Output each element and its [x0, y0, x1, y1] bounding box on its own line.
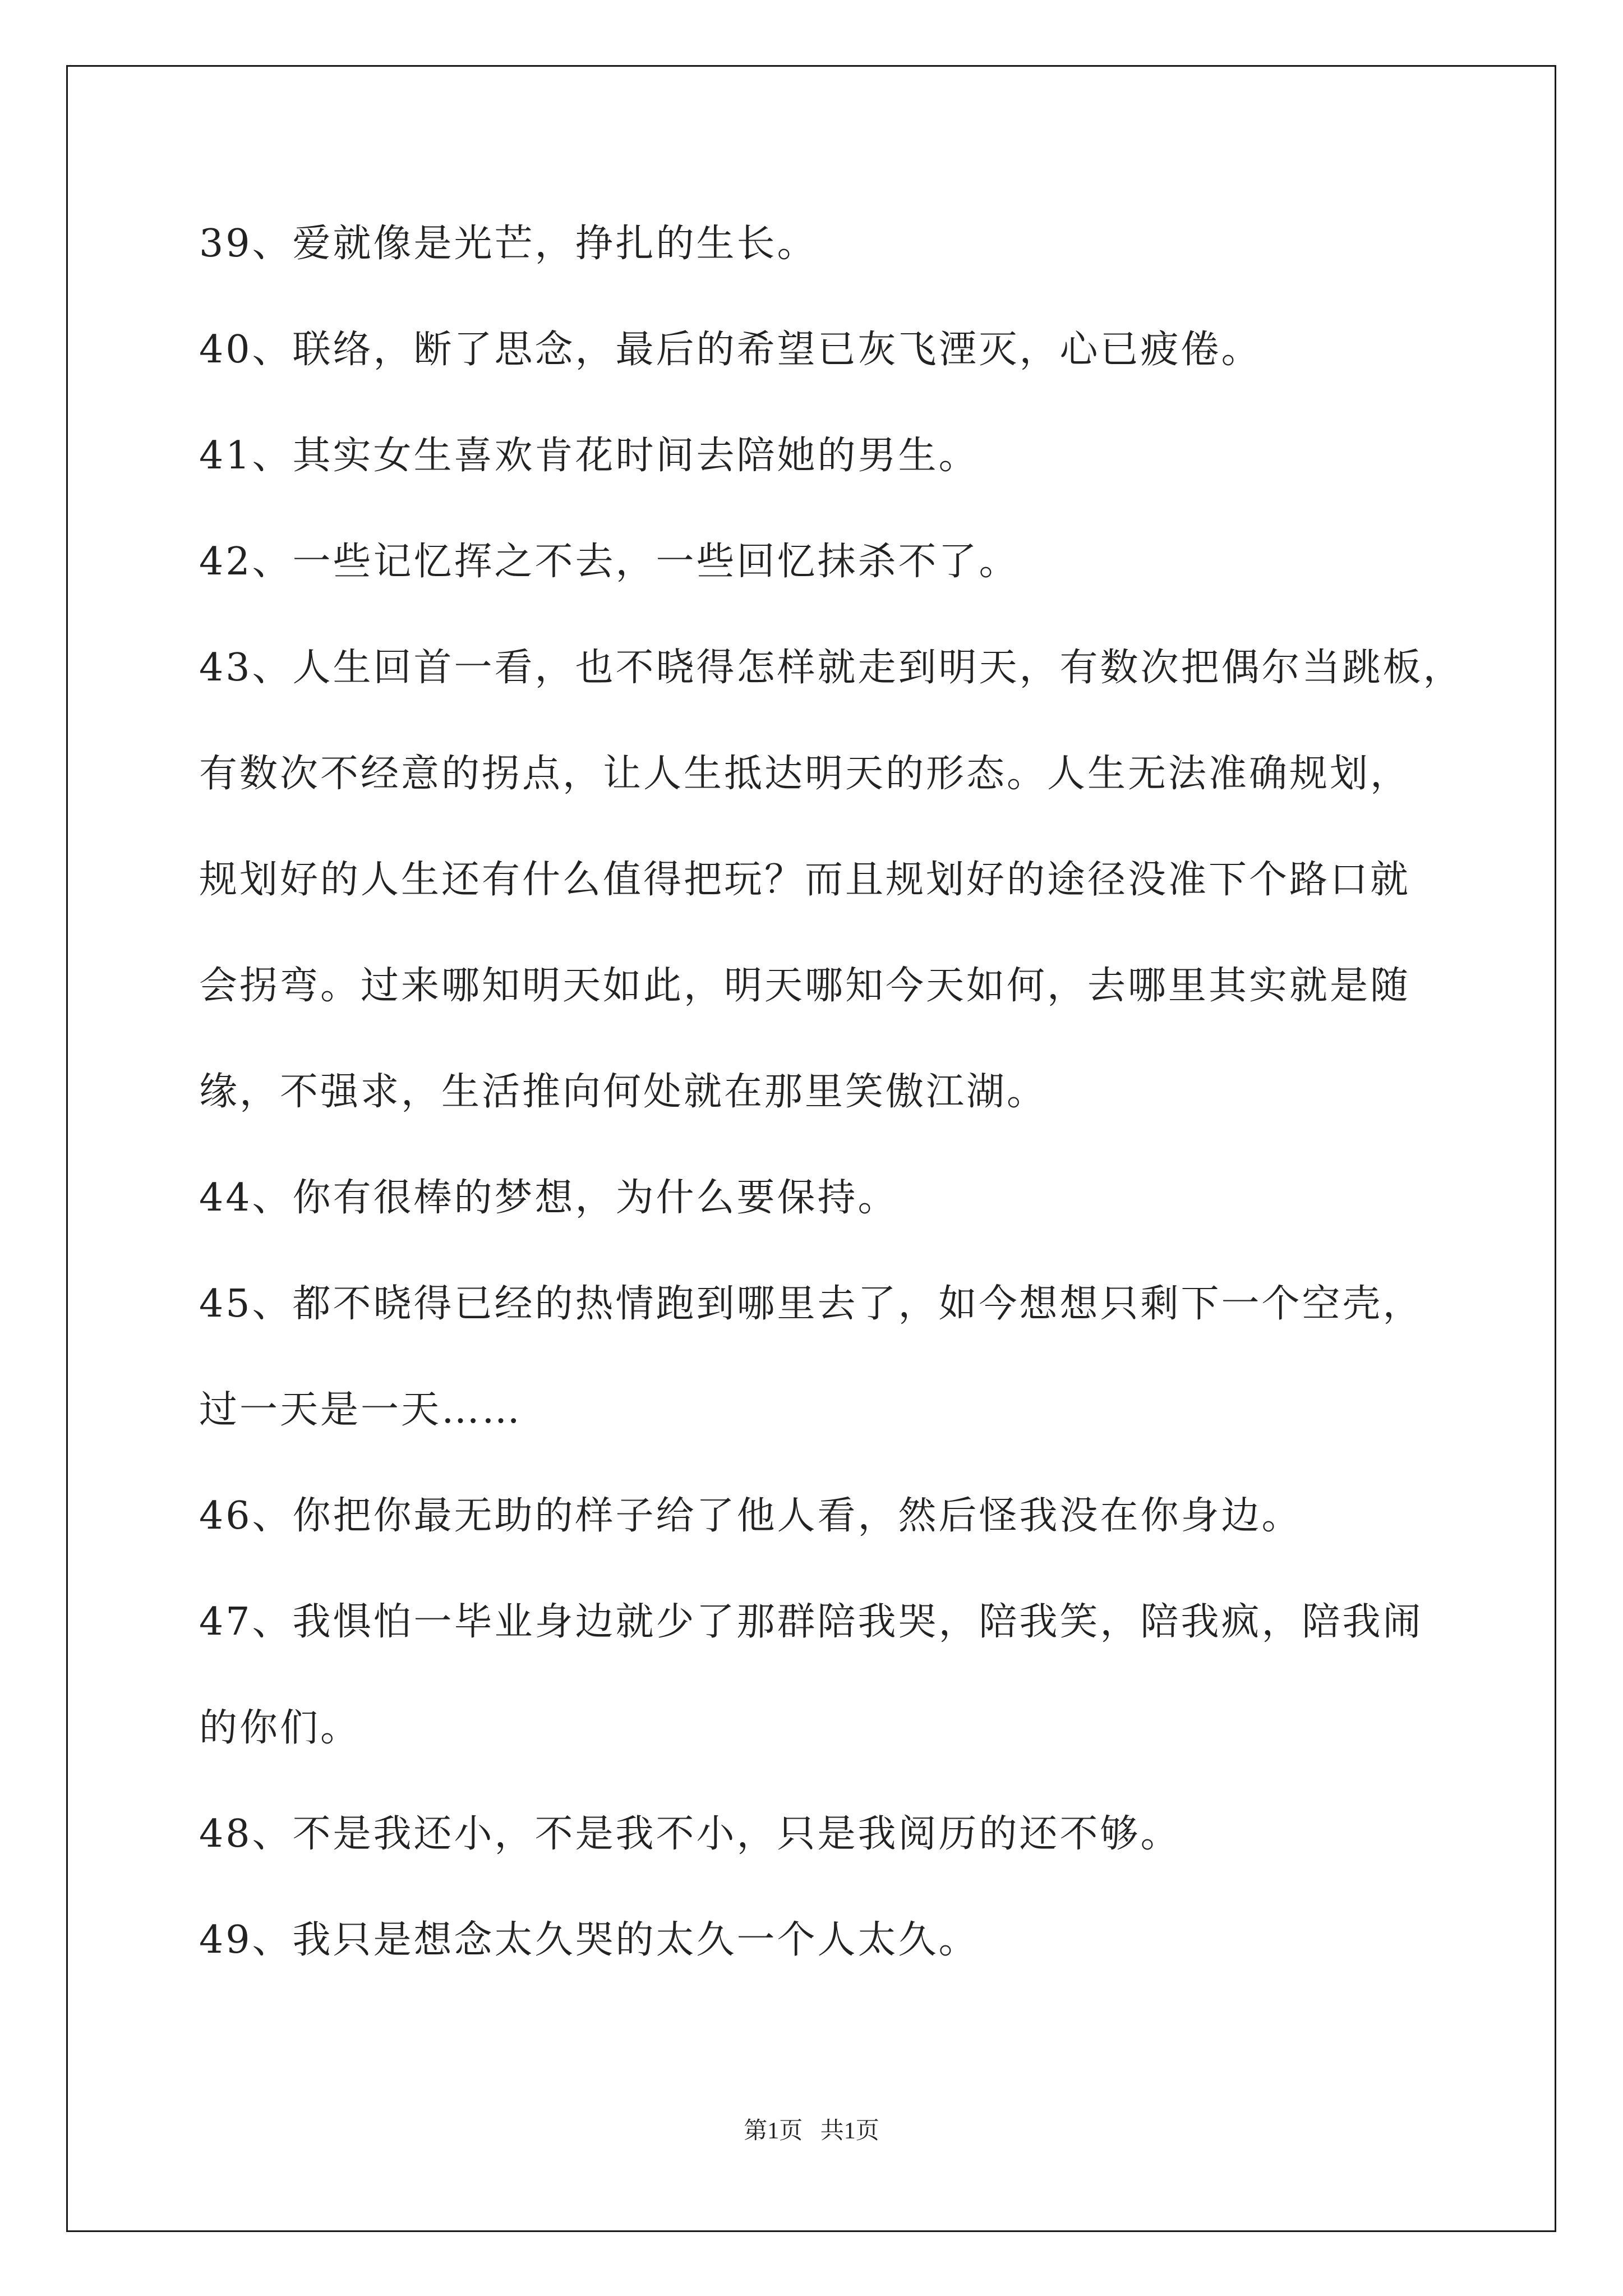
text-line: 会拐弯。过来哪知明天如此，明天哪知今天如何，去哪里其实就是随 [199, 964, 1411, 1008]
text-line: 39、爱就像是光芒，挣扎的生长。 [199, 222, 818, 266]
text-line: 45、都不晓得已经的热情跑到哪里去了，如今想想只剩下一个空壳， [199, 1282, 1423, 1326]
text-line: 41、其实女生喜欢肯花时间去陪她的男生。 [199, 434, 979, 478]
text-line: 40、联络，断了思念，最后的希望已灰飞湮灭，心已疲倦。 [199, 328, 1262, 372]
text-line: 的你们。 [199, 1706, 361, 1750]
text-line: 有数次不经意的拐点，让人生抵达明天的形态。人生无法准确规划， [199, 752, 1411, 796]
text-line: 缘，不强求，生活推向何处就在那里笑傲江湖。 [199, 1070, 1048, 1114]
document-body [199, 208, 1464, 2010]
text-line: 47、我惧怕一毕业身边就少了那群陪我哭，陪我笑，陪我疯，陪我闹 [199, 1600, 1423, 1644]
text-line: 规划好的人生还有什么值得把玩？而且规划好的途径没准下个路口就 [199, 858, 1411, 902]
text-line: 48、不是我还小，不是我不小，只是我阅历的还不够。 [199, 1812, 1181, 1856]
page-footer: 第1页 共1页 [744, 2118, 879, 2144]
text-line: 过一天是一天…… [199, 1388, 523, 1432]
text-line: 42、一些记忆挥之不去，一些回忆抹杀不了。 [199, 540, 1020, 584]
text-line: 46、你把你最无助的样子给了他人看，然后怪我没在你身边。 [199, 1494, 1302, 1538]
text-line: 43、人生回首一看，也不晓得怎样就走到明天，有数次把偶尔当跳板， [199, 646, 1464, 690]
text-line: 44、你有很棒的梦想，为什么要保持。 [199, 1176, 898, 1220]
text-line: 49、我只是想念太久哭的太久一个人太久。 [199, 1918, 979, 1962]
